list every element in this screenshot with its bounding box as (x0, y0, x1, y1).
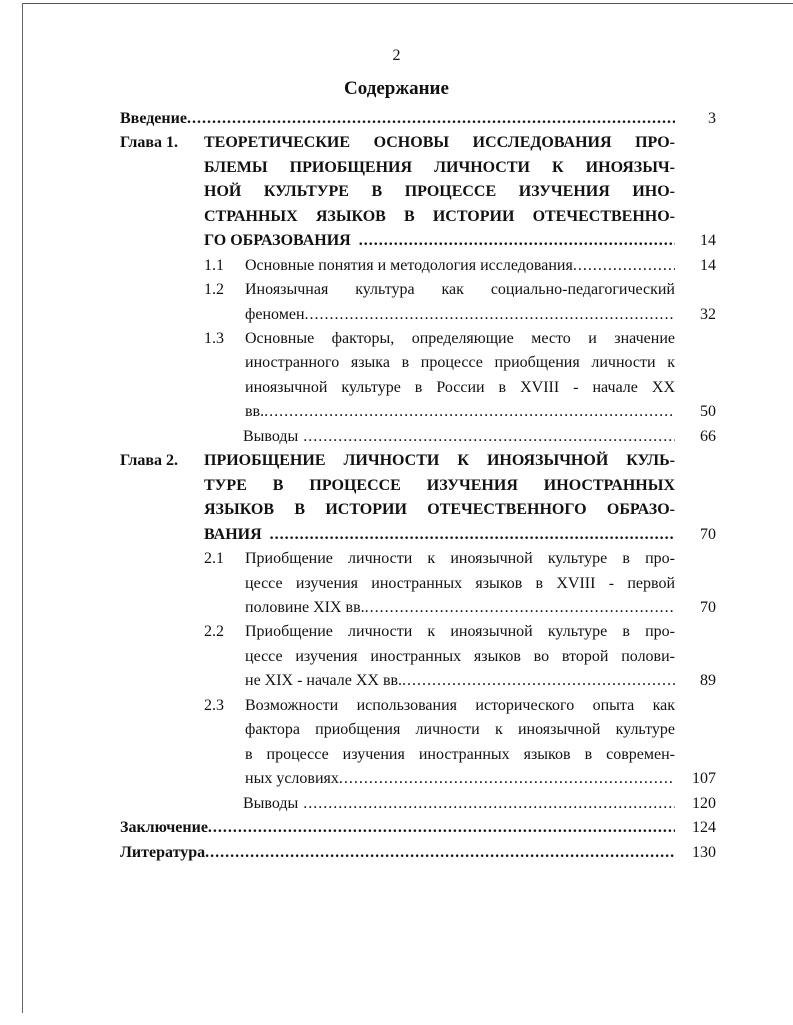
entry-title-line: Приобщение личности к иноязычной культуре в про- (245, 550, 675, 567)
toc-entry-continuation (0, 474, 793, 498)
entry-title-line (120, 107, 675, 131)
chapter-label: Глава 2. (120, 452, 178, 469)
entry-title-line (243, 792, 675, 816)
page-ref: 14 (700, 232, 716, 249)
page-ref: 3 (708, 110, 716, 127)
toc-entry (0, 792, 793, 816)
entry-title-line: иноязычной культуре в России в XVIII - начале XX (245, 379, 675, 396)
entry-title-line: фактора приобщения личности к иноязычной культуре (245, 721, 675, 738)
page-ref: 50 (700, 403, 716, 420)
toc-entry-continuation (0, 718, 793, 742)
entry-title-text: Основные понятия и методология исследования (245, 257, 573, 274)
page-ref: 130 (692, 844, 716, 861)
entry-title-line (245, 596, 675, 620)
dot-leader (365, 596, 675, 620)
toc-entry-continuation (0, 400, 793, 424)
dot-leader (208, 816, 675, 840)
dot-leader (264, 400, 675, 424)
section-number: 2.2 (204, 623, 224, 640)
toc-entry-continuation (0, 156, 793, 180)
dot-leader (402, 669, 675, 693)
entry-title-text: Литература (120, 844, 206, 861)
entry-title-line: Иноязычная культура как социально-педагогический (245, 281, 675, 298)
entry-title-line: цессе изучения иностранных языков в XVIII - первой (245, 575, 675, 592)
toc-entry-continuation (0, 767, 793, 791)
toc-entry (0, 425, 793, 449)
entry-title-text: Выводы (243, 795, 299, 812)
toc-entry-continuation (0, 498, 793, 522)
toc-entry (0, 254, 793, 278)
toc-entry (0, 449, 793, 473)
entry-title-text: ных условиях (245, 770, 339, 787)
dot-leader (205, 841, 675, 865)
dot-leader (339, 767, 675, 791)
entry-title-line: иностранного языка в процессе приобщения личности к (245, 354, 675, 371)
entry-title-line: БЛЕМЫ ПРИОБЩЕНИЯ ЛИЧНОСТИ К ИНОЯЗЫЧ- (204, 159, 675, 176)
entry-title-text: ВАНИЯ (204, 526, 262, 543)
section-number: 1.3 (204, 330, 224, 347)
toc-entry-continuation (0, 303, 793, 327)
entry-title-line: СТРАННЫХ ЯЗЫКОВ В ИСТОРИИ ОТЕЧЕСТВЕННО- (204, 208, 675, 225)
toc-entry-continuation (0, 229, 793, 253)
entry-title-line: Приобщение личности к иноязычной культуре в про- (245, 623, 675, 640)
toc-entry-continuation (0, 376, 793, 400)
entry-title-text: вв. (245, 403, 265, 420)
toc-entry-continuation (0, 572, 793, 596)
entry-title-line: цессе изучения иностранных языков во второй полови- (245, 648, 675, 665)
toc-entry-continuation (0, 669, 793, 693)
entry-title-line (204, 523, 675, 547)
entry-title-line (245, 669, 675, 693)
dot-leader (305, 303, 675, 327)
page-ref: 32 (700, 306, 716, 323)
entry-title-text: феномен (245, 306, 305, 323)
section-number: 2.1 (204, 550, 224, 567)
toc-entry (0, 816, 793, 840)
entry-title-line: в процессе изучения иностранных языков в современ- (245, 746, 675, 763)
toc-entry (0, 278, 793, 302)
entry-title-line (245, 767, 675, 791)
dot-leader (359, 229, 675, 253)
entry-title-line (245, 303, 675, 327)
entry-title-line (245, 254, 675, 278)
entry-title-text: Введение (120, 110, 187, 127)
page-ref: 89 (700, 672, 716, 689)
toc-entry-continuation (0, 180, 793, 204)
toc-entry-continuation (0, 743, 793, 767)
page-number: 2 (392, 47, 401, 64)
toc-entry (0, 131, 793, 155)
toc-entry-continuation (0, 205, 793, 229)
page-ref: 107 (692, 770, 716, 787)
entry-title-line (243, 425, 675, 449)
entry-title-text: Заключение (120, 819, 208, 836)
toc-entry (0, 107, 793, 131)
entry-title-line: ПРИОБЩЕНИЕ ЛИЧНОСТИ К ИНОЯЗЫЧНОЙ КУЛЬ- (204, 452, 675, 469)
entry-title-text: не XIX - начале XX вв. (245, 672, 403, 689)
page-ref: 70 (700, 599, 716, 616)
entry-title-line (120, 816, 675, 840)
entry-title-line (204, 229, 675, 253)
page-title: Содержание (344, 78, 449, 99)
entry-title-line: ТУРЕ В ПРОЦЕССЕ ИЗУЧЕНИЯ ИНОСТРАННЫХ (204, 477, 675, 494)
scan-edge-top (22, 3, 793, 4)
page-ref: 14 (700, 257, 716, 274)
entry-title-line: ЯЗЫКОВ В ИСТОРИИ ОТЕЧЕСТВЕННОГО ОБРАЗО- (204, 501, 675, 518)
page-ref: 70 (700, 526, 716, 543)
page-ref: 124 (692, 819, 716, 836)
toc-entry-continuation (0, 523, 793, 547)
entry-title-text: половине XIX вв. (245, 599, 365, 616)
chapter-label: Глава 1. (120, 134, 178, 151)
toc-entry-continuation (0, 596, 793, 620)
dot-leader (187, 107, 675, 131)
toc-entry-continuation (0, 351, 793, 375)
toc-entry (0, 620, 793, 644)
toc-entry (0, 694, 793, 718)
dot-leader (303, 425, 675, 449)
toc-entry (0, 547, 793, 571)
section-number: 1.1 (204, 257, 224, 274)
entry-title-line: ТЕОРЕТИЧЕСКИЕ ОСНОВЫ ИССЛЕДОВАНИЯ ПРО- (204, 134, 675, 151)
section-number: 2.3 (204, 697, 224, 714)
entry-title-text: Выводы (243, 428, 299, 445)
dot-leader (303, 792, 675, 816)
toc-entry (0, 327, 793, 351)
page-ref: 120 (692, 795, 716, 812)
section-number: 1.2 (204, 281, 224, 298)
entry-title-line: Возможности использования исторического опыта как (245, 697, 675, 714)
entry-title-line (120, 841, 675, 865)
entry-title-line: НОЙ КУЛЬТУРЕ В ПРОЦЕССЕ ИЗУЧЕНИЯ ИНО- (204, 183, 675, 200)
dot-leader (573, 254, 675, 278)
dot-leader (270, 523, 675, 547)
entry-title-line (245, 400, 675, 424)
toc-entry-continuation (0, 645, 793, 669)
entry-title-text: ГО ОБРАЗОВАНИЯ (204, 232, 351, 249)
page-ref: 66 (700, 428, 716, 445)
entry-title-line: Основные факторы, определяющие место и значение (245, 330, 675, 347)
toc-entry (0, 841, 793, 865)
